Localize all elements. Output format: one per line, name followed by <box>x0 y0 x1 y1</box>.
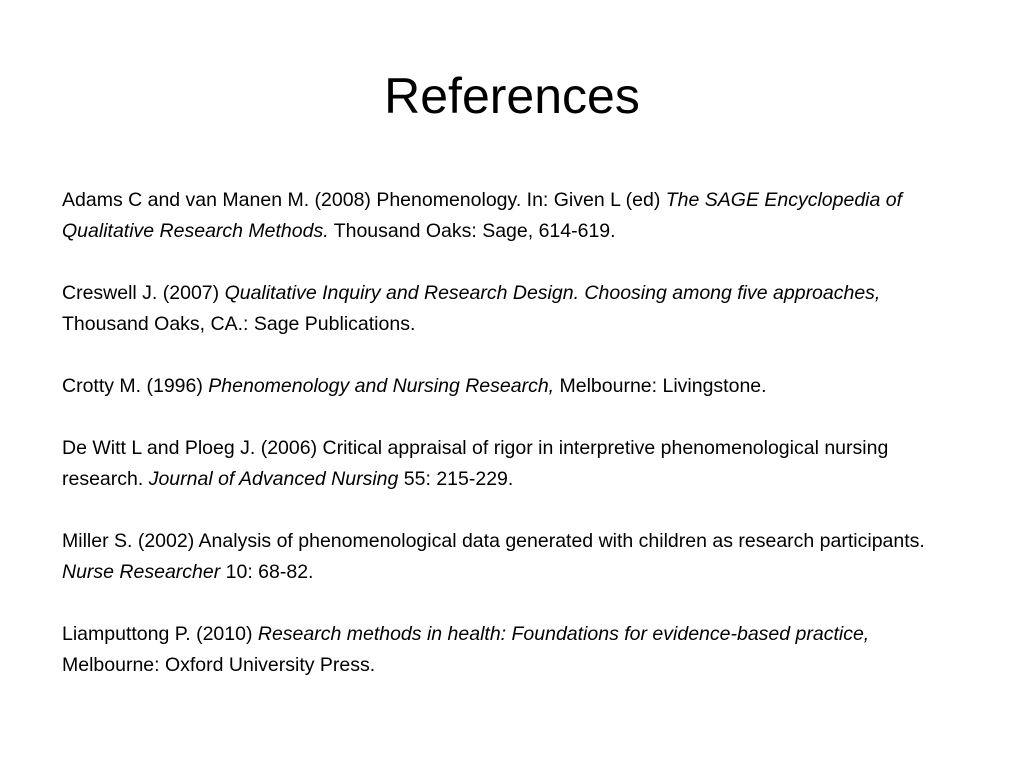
reference-item-creswell <box>62 278 962 340</box>
reference-title-italic: The SAGE Encyclopedia of Qualitative Research Methods. <box>62 189 903 242</box>
reference-text: Creswell J. (2007) <box>62 282 225 304</box>
reference-item-dewitt <box>62 433 962 495</box>
reference-item-miller <box>62 526 962 588</box>
reference-text: 10: 68-82. <box>220 561 314 583</box>
reference-title-italic: Phenomenology and Nursing Research, <box>208 375 555 397</box>
reference-item-crotty <box>62 371 962 402</box>
reference-text: Melbourne: Oxford University Press. <box>62 654 376 676</box>
reference-title-italic: Nurse Researcher <box>62 561 221 583</box>
reference-text: 55: 215-229. <box>398 468 514 490</box>
reference-text: Adams C and van Manen M. (2008) Phenomenology. In: Given L (ed) <box>62 189 666 211</box>
reference-title-italic: Qualitative Inquiry and Research Design. Choosing among five approaches, <box>224 282 881 304</box>
reference-text: Miller S. (2002) Analysis of phenomenological data generated with children as research participants. <box>62 530 925 552</box>
reference-text: Crotty M. (1996) <box>62 375 209 397</box>
slide-title: References <box>384 68 640 124</box>
reference-item-liamputtong <box>62 619 962 681</box>
reference-text: De Witt L and Ploeg J. (2006) Critical appraisal of rigor in interpretive phenomenological nursing research. <box>62 437 889 490</box>
reference-item-adams <box>62 185 962 247</box>
reference-list <box>62 185 962 681</box>
reference-title-italic: Research methods in health: Foundations for evidence-based practice, <box>257 623 870 645</box>
reference-text: Liamputtong P. (2010) <box>62 623 258 645</box>
reference-text: Melbourne: Livingstone. <box>554 375 767 397</box>
reference-title-italic: Journal of Advanced Nursing <box>148 468 399 490</box>
reference-text: Thousand Oaks, CA.: Sage Publications. <box>62 313 416 335</box>
reference-text: Thousand Oaks: Sage, 614-619. <box>328 220 616 242</box>
